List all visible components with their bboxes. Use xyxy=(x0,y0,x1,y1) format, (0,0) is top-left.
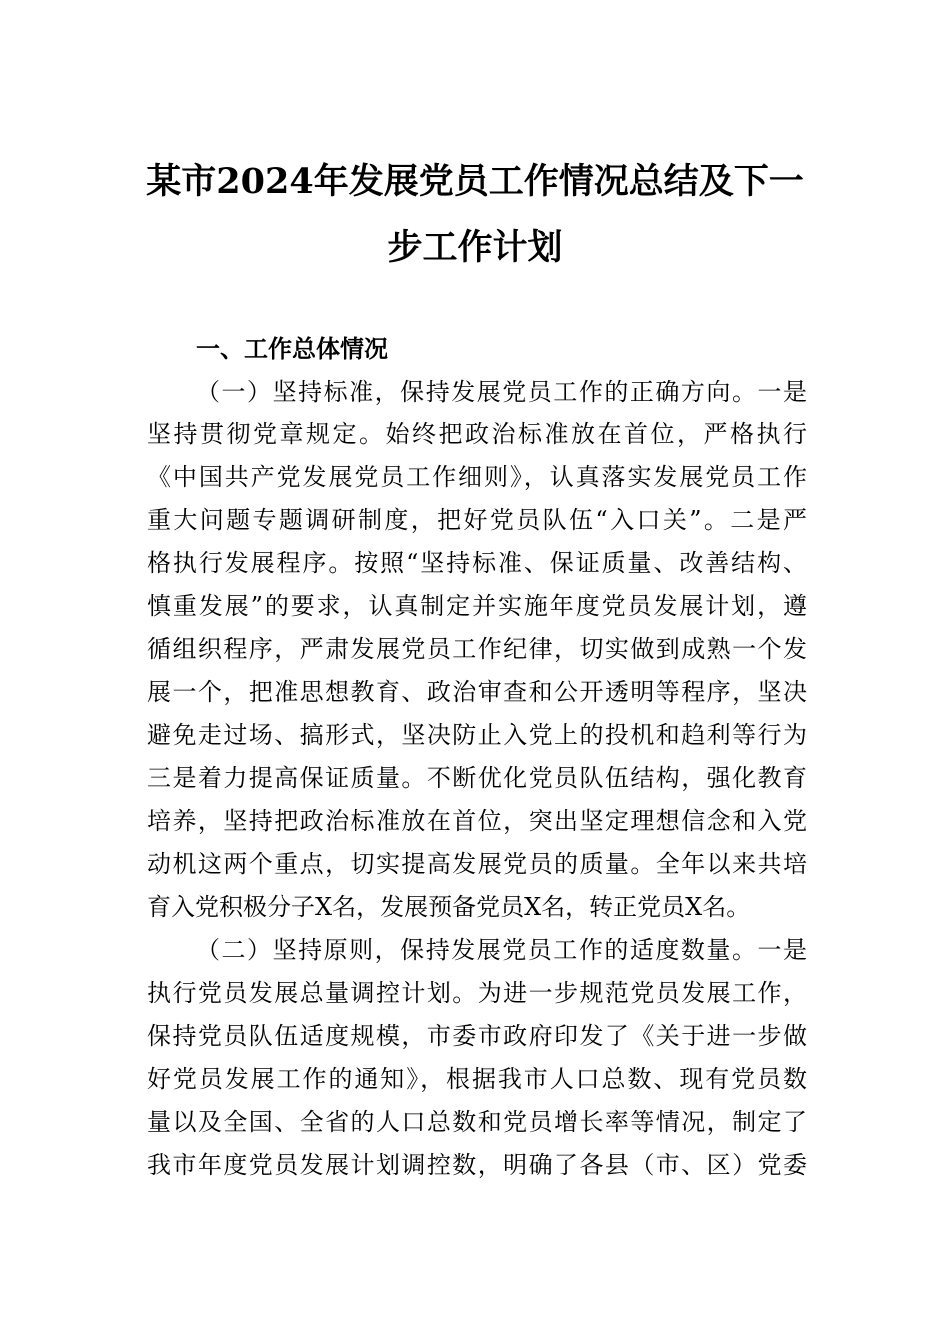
paragraph-line: （二）坚持原则，保持发展党员工作的适度数量。一是 xyxy=(196,936,807,964)
paragraph-line: 量以及全国、全省的人口总数和党员增长率等情况，制定了 xyxy=(147,1108,807,1136)
document-title-line-1: 某市2024年发展党员工作情况总结及下一 xyxy=(146,161,804,202)
paragraph-line: 循组织程序，严肃发展党员工作纪律，切实做到成熟一个发 xyxy=(147,635,807,663)
paragraph-line: 育入党积极分子X名，发展预备党员X名，转正党员X名。 xyxy=(147,893,751,921)
section-heading-overall-situation: 一、工作总体情况 xyxy=(196,335,388,363)
paragraph-line: 动机这两个重点，切实提高发展党员的质量。全年以来共培 xyxy=(147,850,807,878)
paragraph-line: 我市年度党员发展计划调控数，明确了各县（市、区）党委 xyxy=(147,1151,807,1179)
paragraph-line: 执行党员发展总量调控计划。为进一步规范党员发展工作， xyxy=(147,979,807,1007)
paragraph-line: 格执行发展程序。按照“坚持标准、保证质量、改善结构、 xyxy=(147,549,807,577)
paragraph-line: 慎重发展”的要求，认真制定并实施年度党员发展计划，遵 xyxy=(147,592,807,620)
paragraph-line: 避免走过场、搞形式，坚决防止入党上的投机和趋利等行为 xyxy=(147,721,807,749)
paragraph-line: 保持党员队伍适度规模，市委市政府印发了《关于进一步做 xyxy=(147,1022,807,1050)
paragraph-line: 培养，坚持把政治标准放在首位，突出坚定理想信念和入党 xyxy=(147,807,807,835)
paragraph-line: 好党员发展工作的通知》，根据我市人口总数、现有党员数 xyxy=(147,1065,807,1093)
paragraph-line: 展一个，把准思想教育、政治审查和公开透明等程序，坚决 xyxy=(147,678,807,706)
paragraph-line: 三是着力提高保证质量。不断优化党员队伍结构，强化教育 xyxy=(147,764,807,792)
paragraph-line: 坚持贯彻党章规定。始终把政治标准放在首位，严格执行 xyxy=(147,420,807,448)
document-title-line-2: 步工作计划 xyxy=(387,227,563,268)
paragraph-line: 《中国共产党发展党员工作细则》，认真落实发展党员工作 xyxy=(147,463,807,491)
paragraph-line: 重大问题专题调研制度，把好党员队伍“入口关”。二是严 xyxy=(147,506,807,534)
paragraph-line: （一）坚持标准，保持发展党员工作的正确方向。一是 xyxy=(196,378,807,406)
